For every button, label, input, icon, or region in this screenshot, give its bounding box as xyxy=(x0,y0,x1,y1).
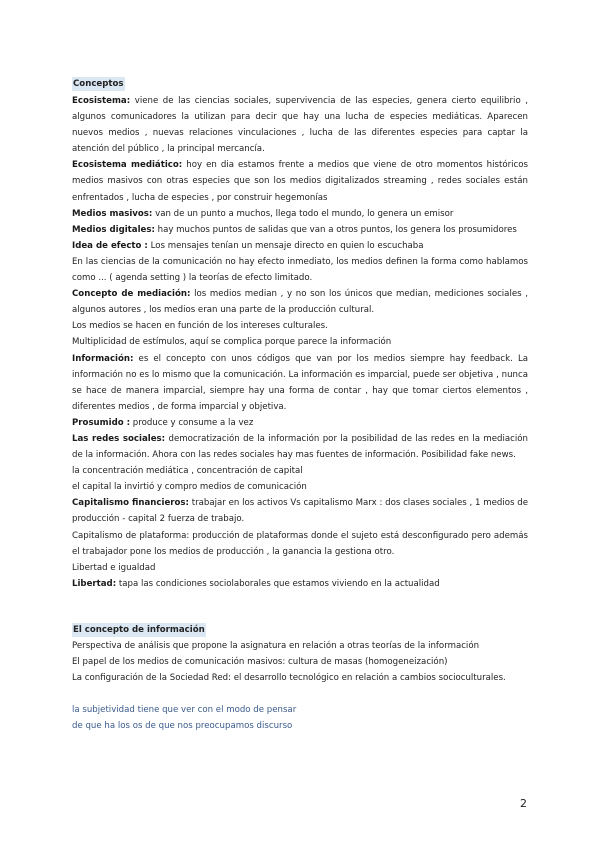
term-label: Información: xyxy=(72,353,134,364)
paragraph-text: produce y consume a la vez xyxy=(130,417,254,428)
term-label: Las redes sociales: xyxy=(72,433,166,444)
paragraph-text: el capital la invirtió y compro medios de comunicación xyxy=(72,482,307,493)
paragraph-text: trabajar en los activos Vs capitalismo Marx : dos clases sociales , 1 medios de producción - capital 2 fuerza de trabajo. xyxy=(72,498,529,525)
paragraph-text: la concentración mediática , concentración de capital xyxy=(72,466,303,477)
paragraph xyxy=(72,495,528,527)
term-label: Ecosistema mediático: xyxy=(72,160,183,171)
heading-informacion xyxy=(72,617,528,637)
paragraph-text: Los medios se hacen en función de los intereses culturales. xyxy=(72,321,328,332)
term-label: Medios masivos: xyxy=(72,208,153,219)
document-body xyxy=(72,71,528,734)
conceptos-paragraphs xyxy=(72,93,528,592)
paragraph-text: democratización de la información por la posibilidad de las redes en la mediación de la información. Ahora con las redes sociales hay mas fuentes de información. Posibilidad fake news. xyxy=(72,433,528,461)
paragraph xyxy=(72,351,528,415)
paragraph xyxy=(72,479,528,495)
paragraph-text: hay muchos puntos de salidas que van a otros puntos, los genera los prosumidores xyxy=(154,224,517,235)
paragraph-text: los medios median , y no son los únicos que median, mediciones sociales , algunos autores , los medios eran una parte de la producción cultural. xyxy=(72,289,528,316)
term-label: Medios digitales: xyxy=(72,224,155,235)
paragraph xyxy=(72,254,528,286)
term-label: Libertad: xyxy=(72,578,117,589)
paragraph xyxy=(72,576,528,592)
paragraph xyxy=(72,157,528,205)
paragraph-text: En las ciencias de la comunicación no hay efecto inmediato, los medios definen la forma como hablamos como ... ( agenda setting ) la teorías de efecto limitado. xyxy=(72,256,528,284)
paragraph-text: tapa las condiciones sociolaborales que estamos viviendo en la actualidad xyxy=(116,578,440,589)
term-label: Prosumido : xyxy=(72,417,131,428)
paragraph xyxy=(72,286,528,318)
paragraph xyxy=(72,415,528,431)
paragraph-text: Los mensajes tenían un mensaje directo en quien lo escuchaba xyxy=(147,240,424,251)
paragraph xyxy=(72,318,528,334)
paragraph-text: viene de las ciencias sociales, supervivencia de las especies, genera cierto equilibrio , algunos comunicadores la utilizan para decir que hay una lucha de especies mediáticas. Aparecen nuevos medios , nuevas relaciones vinculaciones , lucha de las diferentes especies para captar la atención del público , la principal mercancía. xyxy=(72,96,528,155)
paragraph-text: Capitalismo de plataforma: producción de plataformas donde el sujeto está desconfigurado pero además el trabajador pone los medios de producción , la ganancia la gestiona otro. xyxy=(72,530,528,557)
section2-line: La configuración de la Sociedad Red: el desarrollo tecnológico en relación a cambios socioculturales. xyxy=(72,673,506,684)
paragraph-text: Multiplicidad de estímulos, aquí se complica porque parece la información xyxy=(72,337,392,348)
page-number: 2 xyxy=(520,797,527,810)
paragraph xyxy=(72,238,528,254)
blue-note-line: de que ha los os de que nos preocupamos discurso xyxy=(72,721,293,732)
section2-line: Perspectiva de análisis que propone la asignatura en relación a otras teorías de la información xyxy=(72,640,480,651)
section2-line: El papel de los medios de comunicación masivos: cultura de masas (homogeneización) xyxy=(72,657,448,667)
paragraph xyxy=(72,431,528,463)
heading-conceptos xyxy=(72,71,528,91)
paragraph-text: van de un punto a muchos, llega todo el mundo, lo genera un emisor xyxy=(152,208,454,219)
paragraph xyxy=(72,334,528,350)
paragraph-text: hoy en dia estamos frente a medios que viene de otro momentos históricos medios masivos con otras especies que son los medios digitalizados streaming , redes sociales están enfrentados , lucha de especies , por construir hegemonías xyxy=(72,160,528,203)
term-label: Capitalismo financieros: xyxy=(72,498,189,509)
paragraph xyxy=(72,222,528,238)
term-label: Concepto de mediación: xyxy=(72,289,191,300)
term-label: Idea de efecto : xyxy=(72,240,148,251)
term-label: Ecosistema: xyxy=(72,96,131,106)
heading-informacion-text: El concepto de información xyxy=(73,624,205,635)
paragraph xyxy=(72,528,528,560)
paragraph xyxy=(72,560,528,576)
paragraph-text: es el concepto con unos códigos que van por los medios siempre hay feedback. La información no es lo mismo que la comunicación. La información es imparcial, puede ser objetiva , nunca se hace de manera imparcial, siempre hay una forma de contar , hay que tomar ciertos elementos , diferentes medios , de forma imparcial y objetiva. xyxy=(72,353,528,412)
paragraph xyxy=(72,463,528,479)
blue-note-line: la subjetividad tiene que ver con el modo de pensar xyxy=(72,705,297,716)
paragraph xyxy=(72,93,528,157)
paragraph-text: Libertad e igualdad xyxy=(72,562,156,573)
paragraph xyxy=(72,206,528,222)
heading-conceptos-text: Conceptos xyxy=(73,79,124,89)
